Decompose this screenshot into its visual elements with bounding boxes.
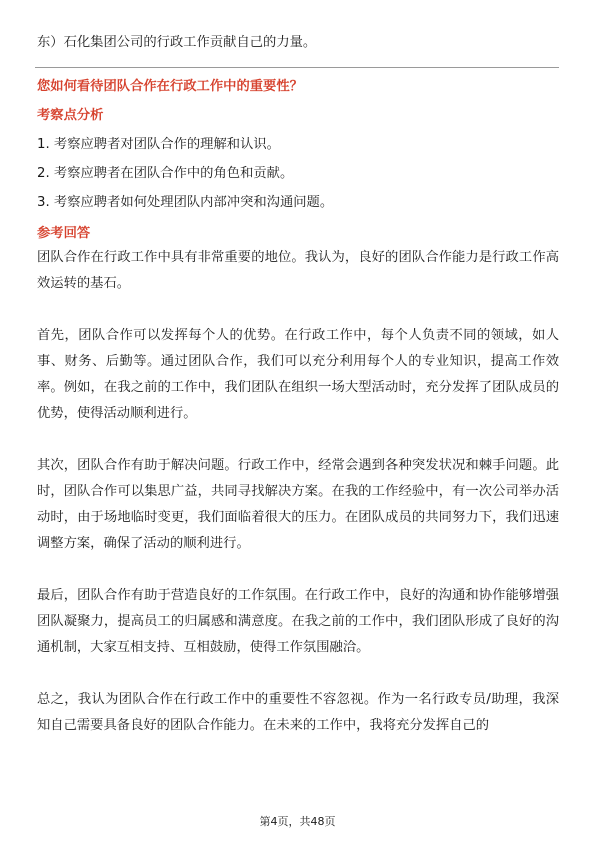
analysis-item: 1. 考察应聘者对团队合作的理解和认识。 <box>37 137 280 152</box>
answer-paragraph: 其次，团队合作有助于解决问题。行政工作中，经常会遇到各种突发状况和棘手问题。此时，团队合作可以集思广益，共同寻找解决方案。在我的工作经验中，有一次公司举办活动时，由于场地临时变更，我们面临着很大的压力。在团队成员的共同努力下，我们迅速调整方案，确保了活动的顺利进行。 <box>37 458 559 551</box>
question-heading: 您如何看待团队合作在行政工作中的重要性？ <box>37 79 303 94</box>
page-number: 第4页，共48页 <box>259 815 336 828</box>
analysis-list <box>37 130 559 217</box>
answer-paragraph: 首先，团队合作可以发挥每个人的优势。在行政工作中，每个人负责不同的领域，如人事、财务、后勤等。通过团队合作，我们可以充分利用每个人的专业知识，提高工作效率。例如，在我之前的工作中，我们团队在组织一场大型活动时，充分发挥了团队成员的优势，使得活动顺利进行。 <box>37 328 559 421</box>
section-divider <box>35 67 559 68</box>
answer-label: 参考回答 <box>37 226 91 241</box>
analysis-label: 考察点分析 <box>37 108 104 123</box>
answer-paragraph: 最后，团队合作有助于营造良好的工作氛围。在行政工作中，良好的沟通和协作能够增强团队凝聚力，提高员工的归属感和满意度。在我之前的工作中，我们团队形成了良好的沟通机制，大家互相支持、互相鼓励，使得工作氛围融洽。 <box>37 588 559 655</box>
lead-text: 东）石化集团公司的行政工作贡献自己的力量。 <box>37 35 317 50</box>
analysis-item: 2. 考察应聘者在团队合作中的角色和贡献。 <box>37 166 294 181</box>
answer-paragraph: 总之，我认为团队合作在行政工作中的重要性不容忽视。作为一名行政专员/助理，我深知自己需要具备良好的团队合作能力。在未来的工作中，我将充分发挥自己的 <box>37 692 559 733</box>
answer-body <box>37 245 559 765</box>
analysis-item: 3. 考察应聘者如何处理团队内部冲突和沟通问题。 <box>37 195 334 210</box>
answer-paragraph: 团队合作在行政工作中具有非常重要的地位。我认为，良好的团队合作能力是行政工作高效运转的基石。 <box>37 250 559 291</box>
